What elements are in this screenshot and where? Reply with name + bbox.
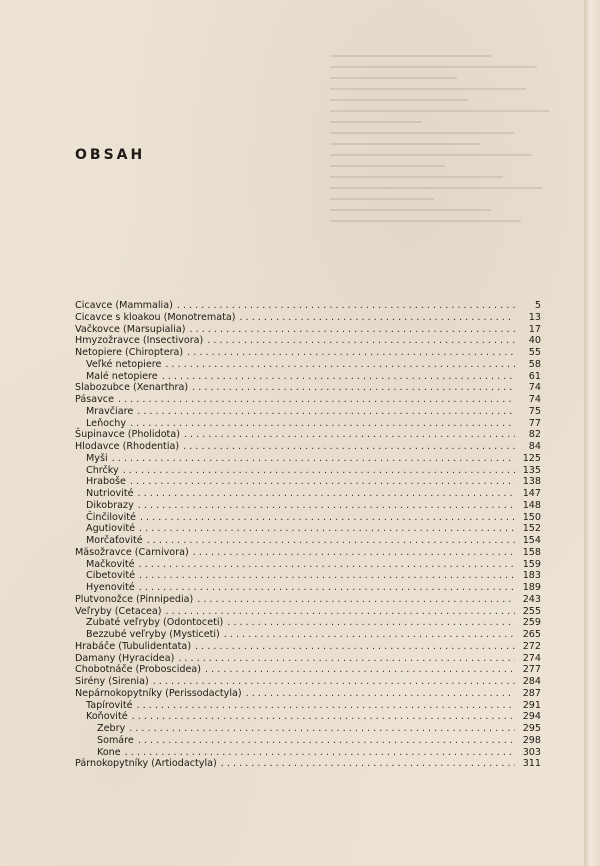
toc-entry-page: 294 — [522, 711, 541, 723]
toc-entry — [75, 594, 541, 606]
toc-leader-dots — [139, 570, 515, 582]
toc-entry — [75, 641, 541, 653]
toc-entry — [75, 512, 541, 524]
toc-entry-label: Cicavce (Mammalia) — [75, 300, 173, 311]
toc-entry-label: Slabozubce (Xenarthra) — [75, 382, 189, 394]
toc-entry-page: 13 — [528, 311, 541, 323]
toc-entry-page: 284 — [522, 676, 541, 687]
toc-entry — [75, 735, 541, 747]
toc-entry-page: 5 — [534, 300, 541, 311]
toc-entry-label: Šupinavce (Pholidota) — [75, 429, 180, 441]
toc-entry-page: 158 — [522, 546, 541, 558]
toc-entry — [75, 676, 541, 688]
toc-entry-label: Koňovité — [86, 711, 128, 723]
toc-entry-label: Malé netopiere — [86, 370, 158, 382]
toc-leader-dots — [165, 359, 515, 371]
page-edge — [584, 0, 600, 866]
toc-entry — [75, 429, 541, 441]
toc-entry — [75, 723, 541, 735]
toc-entry-page: 189 — [522, 582, 541, 593]
toc-entry-label: Veľké netopiere — [86, 358, 162, 370]
toc-leader-dots — [183, 441, 515, 453]
toc-entry-page: 61 — [528, 370, 541, 382]
toc-entry-page: 291 — [522, 699, 541, 711]
toc-leader-dots — [227, 617, 515, 629]
toc-entry-page: 287 — [522, 687, 541, 699]
toc-entry — [75, 547, 541, 559]
toc-entry-label: Činčilovité — [86, 511, 136, 523]
toc-leader-dots — [125, 747, 515, 759]
toc-leader-dots — [224, 629, 515, 641]
toc-leader-dots — [138, 488, 515, 500]
toc-entry-page: 272 — [522, 640, 541, 652]
toc-entry — [75, 335, 541, 347]
toc-entry-page: 58 — [528, 358, 541, 370]
toc-entry-label: Hrabáče (Tubulidentata) — [75, 640, 192, 652]
toc-leader-dots — [130, 476, 515, 488]
toc-entry — [75, 523, 541, 535]
toc-entry-label: Plutvonožce (Pinnipedia) — [75, 593, 194, 605]
toc-leader-dots — [137, 406, 515, 418]
toc-entry-label: Hyenovité — [86, 582, 135, 593]
toc-leader-dots — [130, 418, 515, 430]
toc-entry-label: Mravčiare — [86, 405, 134, 417]
toc-entry-page: 303 — [522, 746, 541, 758]
toc-leader-dots — [139, 559, 515, 571]
toc-entry-label: Somáre — [97, 734, 134, 746]
toc-entry-label: Hraboše — [86, 476, 126, 488]
toc-entry-page: 243 — [522, 593, 541, 605]
toc-leader-dots — [195, 641, 515, 653]
toc-leader-dots — [139, 523, 515, 535]
toc-leader-dots — [178, 653, 515, 665]
toc-entry-page: 152 — [522, 523, 541, 535]
toc-entry — [75, 664, 541, 676]
toc-entry — [75, 747, 541, 759]
toc-entry-page: 147 — [522, 488, 541, 499]
toc-entry — [75, 371, 541, 383]
toc-entry — [75, 406, 541, 418]
toc-leader-dots — [140, 512, 515, 524]
toc-entry-label: Dikobrazy — [86, 499, 134, 511]
toc-leader-dots — [246, 688, 515, 700]
toc-entry-label: Párnokopytníky (Artiodactyla) — [75, 758, 217, 770]
toc-entry-label: Mäsožravce (Carnivora) — [75, 546, 189, 558]
toc-entry-label: Kone — [97, 746, 121, 758]
toc-entry-page: 277 — [522, 664, 541, 676]
toc-entry — [75, 382, 541, 394]
toc-entry — [75, 758, 541, 770]
toc-entry-label: Leňochy — [86, 417, 127, 429]
toc-entry-label: Nutriovité — [86, 488, 134, 499]
toc-entry — [75, 570, 541, 582]
toc-entry-page: 74 — [528, 382, 541, 394]
page-title: OBSAH — [75, 147, 146, 163]
toc-entry-page: 40 — [528, 335, 541, 347]
toc-leader-dots — [138, 735, 515, 747]
toc-entry — [75, 441, 541, 453]
toc-entry-page: 298 — [522, 734, 541, 746]
toc-entry-label: Cicavce s kloakou (Monotremata) — [75, 311, 236, 323]
toc-entry-page: 135 — [522, 464, 541, 476]
toc-leader-dots — [192, 382, 515, 394]
toc-entry — [75, 312, 541, 324]
toc-entry — [75, 700, 541, 712]
toc-leader-dots — [221, 758, 515, 770]
toc-entry-page: 255 — [522, 605, 541, 617]
toc-entry — [75, 653, 541, 665]
toc-leader-dots — [137, 700, 515, 712]
toc-entry-page: 17 — [528, 323, 541, 335]
toc-entry-page: 295 — [522, 723, 541, 734]
toc-leader-dots — [207, 335, 515, 347]
toc-leader-dots — [112, 453, 515, 465]
toc-entry-page: 77 — [528, 417, 541, 429]
toc-entry-page: 55 — [528, 347, 541, 358]
toc-entry-label: Chrčky — [86, 464, 119, 476]
toc-entry — [75, 500, 541, 512]
toc-entry — [75, 324, 541, 336]
toc-entry-label: Morčaťovité — [86, 535, 143, 546]
toc-entry — [75, 559, 541, 571]
toc-entry-label: Pásavce — [75, 394, 114, 405]
toc-entry-label: Agutiovité — [86, 523, 136, 535]
toc-entry — [75, 582, 541, 594]
toc-entry-page: 274 — [522, 652, 541, 664]
toc-entry — [75, 453, 541, 465]
toc-entry — [75, 606, 541, 618]
toc-leader-dots — [138, 500, 515, 512]
toc-entry-page: 74 — [528, 394, 541, 405]
toc-leader-dots — [162, 371, 515, 383]
toc-leader-dots — [166, 606, 515, 618]
toc-entry-page: 150 — [522, 511, 541, 523]
toc-leader-dots — [240, 312, 516, 324]
toc-leader-dots — [184, 429, 515, 441]
toc-entry-label: Zebry — [97, 723, 126, 734]
toc-entry-page: 311 — [522, 758, 541, 770]
toc-entry-page: 125 — [522, 452, 541, 464]
toc-entry-page: 84 — [528, 441, 541, 452]
toc-leader-dots — [189, 324, 515, 336]
toc-entry-label: Hlodavce (Rhodentia) — [75, 441, 180, 452]
toc-leader-dots — [177, 300, 515, 312]
toc-entry — [75, 359, 541, 371]
toc-entry-label: Bezzubé veľryby (Mysticeti) — [86, 629, 220, 640]
toc-entry-label: Damany (Hyracidea) — [75, 652, 175, 664]
toc-entry-page: 82 — [528, 429, 541, 441]
toc-entry — [75, 394, 541, 406]
toc-entry-label: Chobotnáče (Proboscidea) — [75, 664, 202, 676]
toc-entry-page: 75 — [528, 405, 541, 417]
toc-leader-dots — [129, 723, 515, 735]
toc-entry-label: Hmyzožravce (Insectivora) — [75, 335, 204, 347]
toc-entry — [75, 300, 541, 312]
toc-entry — [75, 711, 541, 723]
toc-entry — [75, 617, 541, 629]
toc-entry — [75, 465, 541, 477]
toc-leader-dots — [187, 347, 515, 359]
toc-entry — [75, 476, 541, 488]
toc-entry — [75, 688, 541, 700]
toc-entry-label: Tapírovité — [86, 699, 133, 711]
toc-entry-page: 148 — [522, 499, 541, 511]
toc-entry-label: Veľryby (Cetacea) — [75, 605, 162, 617]
table-of-contents — [75, 300, 541, 770]
toc-leader-dots — [193, 547, 515, 559]
toc-entry-label: Zubaté veľryby (Odontoceti) — [86, 617, 224, 629]
toc-entry-label: Myši — [86, 452, 108, 464]
toc-entry-label: Nepárnokopytníky (Perissodactyla) — [75, 687, 242, 699]
toc-leader-dots — [205, 664, 515, 676]
toc-entry — [75, 418, 541, 430]
toc-leader-dots — [197, 594, 515, 606]
toc-entry-label: Sirény (Sirenia) — [75, 676, 149, 687]
toc-entry-page: 265 — [522, 629, 541, 640]
toc-leader-dots — [118, 394, 515, 406]
toc-entry-page: 159 — [522, 558, 541, 570]
toc-entry-label: Mačkovité — [86, 558, 135, 570]
toc-leader-dots — [123, 465, 515, 477]
toc-entry — [75, 535, 541, 547]
toc-entry-page: 154 — [522, 535, 541, 546]
toc-entry-page: 259 — [522, 617, 541, 629]
show-through-text — [330, 55, 560, 285]
toc-leader-dots — [147, 535, 515, 547]
toc-entry-label: Netopiere (Chiroptera) — [75, 347, 184, 358]
toc-leader-dots — [153, 676, 515, 688]
toc-entry-page: 138 — [522, 476, 541, 488]
toc-entry — [75, 629, 541, 641]
toc-entry-label: Vačkovce (Marsupialia) — [75, 323, 186, 335]
toc-entry — [75, 488, 541, 500]
toc-entry-label: Cibetovité — [86, 570, 135, 582]
toc-entry — [75, 347, 541, 359]
toc-leader-dots — [139, 582, 515, 594]
toc-entry-page: 183 — [522, 570, 541, 582]
toc-leader-dots — [132, 711, 515, 723]
